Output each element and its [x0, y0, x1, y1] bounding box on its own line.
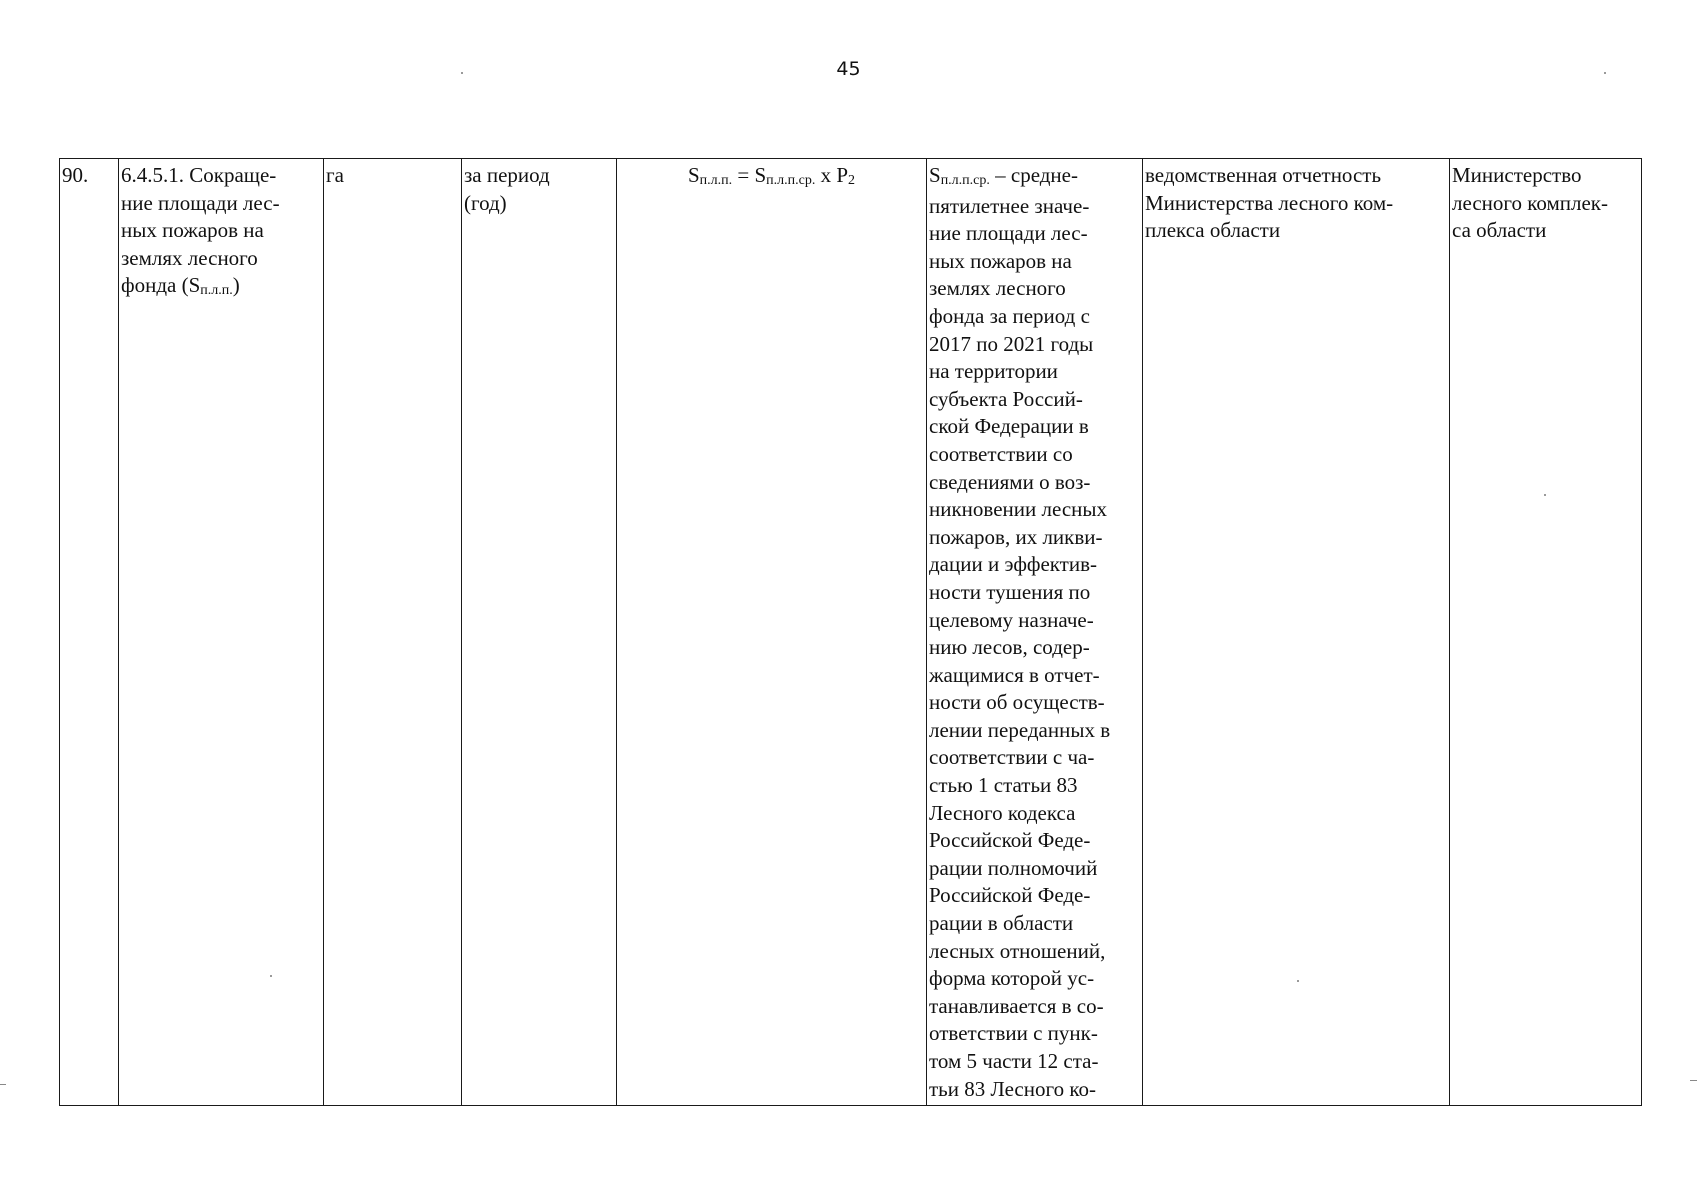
description-line: соответствии с ча-: [929, 745, 1095, 770]
unit-cell: [324, 159, 462, 1106]
source-line: плекса области: [1145, 218, 1281, 243]
description-var-sub: п.л.п.ср.: [940, 173, 990, 188]
description-line: землях лесного: [929, 276, 1066, 301]
scan-speck: [270, 975, 272, 977]
page-number: 45: [836, 58, 861, 80]
description-cell: [927, 159, 1143, 1106]
indicator-last-prefix: фонда (S: [121, 273, 201, 298]
formula-rhs-sub: п.л.п.ср.: [766, 173, 816, 188]
scan-speck: [1544, 494, 1546, 496]
indicator-line: землях лесного: [121, 245, 258, 270]
unit-value: га: [326, 163, 344, 187]
description-line: ности об осуществ-: [929, 690, 1105, 715]
source-cell: [1143, 159, 1450, 1106]
description-line: том 5 части 12 ста-: [929, 1049, 1099, 1073]
description-line: рации полномочий: [929, 855, 1098, 880]
scan-speck: [1297, 980, 1299, 982]
description-line: пожаров, их ликви-: [929, 524, 1103, 549]
formula-eq: =: [732, 163, 755, 187]
formula-mult: x P: [815, 163, 849, 187]
description-line: фонда за период с: [929, 303, 1090, 328]
period-cell: [462, 159, 617, 1106]
formula-lhs: S: [687, 163, 700, 187]
description-line: Российской Феде-: [929, 828, 1091, 853]
indicator-line-last: [121, 272, 321, 303]
period-line: за период: [464, 163, 550, 187]
responsible-cell: [1450, 159, 1642, 1106]
description-line: на территории: [929, 359, 1058, 384]
period-line: (год): [464, 190, 507, 215]
scan-edge-mark: [1690, 1080, 1697, 1081]
scan-speck: [1604, 72, 1606, 74]
row-number-cell: [60, 159, 119, 1106]
table-row: [60, 159, 1642, 1106]
description-first-suffix: – средне-: [989, 163, 1078, 187]
description-line: никновении лесных: [929, 497, 1107, 522]
description-line: стью 1 статьи 83: [929, 773, 1078, 798]
indicator-line: 6.4.5.1. Сокраще-: [121, 163, 277, 187]
responsible-line: лесного комплек-: [1452, 190, 1608, 215]
description-line: соответствии со: [929, 441, 1073, 466]
description-line: дации и эффектив-: [929, 552, 1098, 577]
indicator-line: ние площади лес-: [121, 190, 280, 215]
description-line: ности тушения по: [929, 579, 1091, 604]
description-line: ской Федерации в: [929, 414, 1089, 439]
description-line: сведениями о воз-: [929, 469, 1091, 494]
description-line: рации в области: [929, 911, 1074, 936]
indicator-last-sub: п.л.п.: [200, 283, 233, 299]
description-var: S: [929, 163, 941, 187]
description-line: нию лесов, содер-: [929, 635, 1090, 660]
description-line: ние площади лес-: [929, 221, 1088, 246]
description-line: пятилетнее значе-: [929, 193, 1090, 218]
formula: [688, 163, 855, 187]
scan-speck: [461, 72, 463, 74]
description-line: лесных отношений,: [929, 938, 1106, 963]
indicator-last-suffix: ): [232, 273, 240, 298]
description-line: ных пожаров на: [929, 248, 1072, 273]
description-line: жащимися в отчет-: [929, 662, 1100, 687]
description-line: Российской Феде-: [929, 883, 1091, 908]
scan-edge-mark: [0, 1084, 6, 1085]
source-line: ведомственная отчетность: [1145, 163, 1382, 187]
row-number: 90.: [62, 163, 89, 187]
formula-mult-sub: 2: [848, 173, 856, 188]
description-line: ответствии с пунк-: [929, 1021, 1098, 1046]
responsible-line: Министерство: [1452, 163, 1582, 187]
indicator-line: ных пожаров на: [121, 218, 264, 243]
formula-cell: [617, 159, 927, 1106]
responsible-line: са области: [1452, 218, 1547, 243]
description-line: 2017 по 2021 годы: [929, 331, 1094, 356]
indicator-table: [59, 158, 1642, 1106]
description-line: танавливается в со-: [929, 993, 1104, 1018]
description-line: субъекта Россий-: [929, 386, 1083, 411]
description-first-line: [929, 162, 1140, 193]
description-line: Лесного кодекса: [929, 800, 1076, 825]
source-line: Министерства лесного ком-: [1145, 190, 1394, 215]
formula-rhs: S: [754, 163, 767, 187]
description-line: форма которой ус-: [929, 966, 1095, 991]
description-line: целевому назначе-: [929, 607, 1094, 632]
indicator-name-cell: [119, 159, 324, 1106]
description-line: лении переданных в: [929, 717, 1111, 742]
formula-lhs-sub: п.л.п.: [699, 173, 733, 188]
description-line: тьи 83 Лесного ко-: [929, 1076, 1096, 1101]
